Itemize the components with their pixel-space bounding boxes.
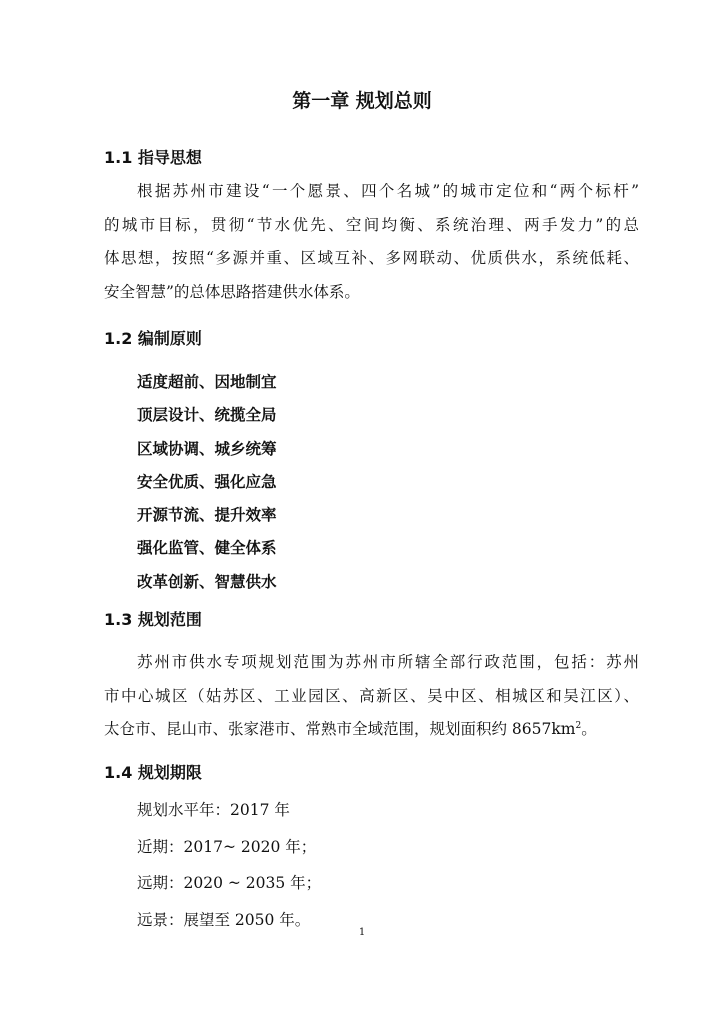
scope-line-3 xyxy=(104,713,639,747)
list-item: 开源节流、提升效率 xyxy=(137,506,277,525)
principles-list xyxy=(137,368,277,601)
list-item: 规划水平年：2017 年 xyxy=(137,801,290,819)
section-heading-scope: 1.3 规划范围 xyxy=(104,610,202,629)
list-item: 区域协调、城乡统筹 xyxy=(137,439,277,458)
area-unit-superscript: 2 xyxy=(575,720,582,731)
list-item: 适度超前、因地制宜 xyxy=(137,373,277,391)
scope-line-3-text: 太仓市、昆山市、张家港市、常熟市全域范围，规划面积约 8657km xyxy=(104,720,576,738)
list-item: 远期：2020 ~ 2035 年； xyxy=(137,874,322,892)
list-item: 远景：展望至 2050 年。 xyxy=(137,910,311,929)
list-item: 强化监管、健全体系 xyxy=(137,539,277,558)
scope-paragraph xyxy=(104,646,639,747)
guiding-line-2: 的城市目标，贯彻“节水优先、空间均衡、系统治理、两手发力”的总 xyxy=(104,215,639,234)
section-heading-principles: 1.2 编制原则 xyxy=(104,329,202,348)
scope-line-3-end: 。 xyxy=(581,720,597,738)
scope-line-1: 苏州市供水专项规划范围为苏州市所辖全部行政范围，包括：苏州 xyxy=(137,653,639,671)
list-item: 顶层设计、统揽全局 xyxy=(137,406,277,425)
section-heading-period: 1.4 规划期限 xyxy=(104,763,202,782)
chapter-title: 第一章 规划总则 xyxy=(292,90,432,112)
list-item: 安全优质、强化应急 xyxy=(137,472,277,491)
guiding-line-3: 体思想，按照“多源并重、区域互补、多网联动、优质供水，系统低耗、 xyxy=(104,249,639,267)
scope-line-2: 市中心城区（姑苏区、工业园区、高新区、吴中区、相城区和吴江区）、 xyxy=(104,686,639,705)
guiding-paragraph xyxy=(104,175,639,309)
guiding-line-1: 根据苏州市建设“一个愿景、四个名城”的城市定位和“两个标杆” xyxy=(137,182,639,200)
section-heading-guiding: 1.1 指导思想 xyxy=(104,148,202,167)
list-item: 近期：2017~ 2020 年； xyxy=(137,837,317,856)
guiding-line-4: 安全智慧”的总体思路搭建供水体系。 xyxy=(104,282,360,301)
list-item: 改革创新、智慧供水 xyxy=(137,572,277,591)
page-number: 1 xyxy=(358,927,366,938)
period-list xyxy=(137,798,321,944)
